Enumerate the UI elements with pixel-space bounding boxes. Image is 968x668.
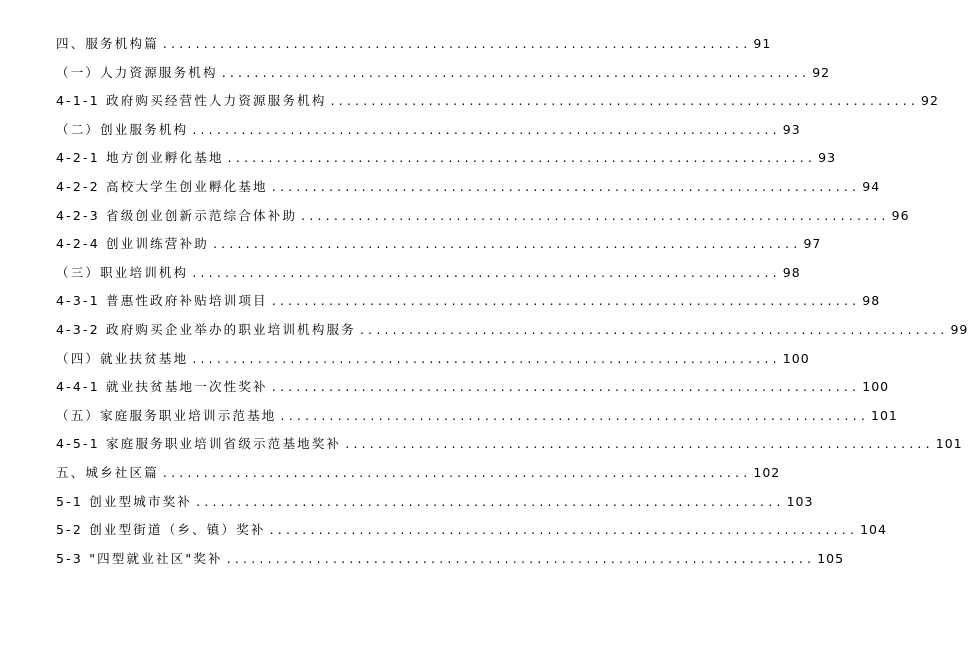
- toc-entry-page: 97: [803, 236, 822, 252]
- toc-entry-title: （二）创业服务机构: [56, 121, 189, 137]
- toc-entry[interactable]: [56, 349, 810, 378]
- toc-leader-dots: ........................................................................: [345, 436, 934, 452]
- toc-leader-dots: ........................................................................: [271, 379, 861, 395]
- toc-entry-page: 92: [921, 93, 939, 109]
- toc-entry-title: 4-1-1 政府购买经营性人力资源服务机构: [56, 93, 327, 109]
- toc-entry-page: 101: [871, 407, 898, 423]
- toc-leader-dots: ........................................................................: [226, 550, 816, 566]
- toc-leader-dots: ........................................................................: [212, 236, 802, 252]
- toc-entry-page: 102: [753, 464, 781, 480]
- toc-entry[interactable]: [56, 177, 881, 206]
- toc-entry-page: 92: [812, 64, 831, 80]
- toc-leader-dots: ........................................................................: [227, 150, 817, 166]
- toc-leader-dots: ........................................................................: [192, 264, 781, 280]
- toc-entry-page: 98: [782, 264, 801, 280]
- toc-entry[interactable]: [56, 120, 801, 149]
- toc-entry[interactable]: [56, 320, 968, 349]
- toc-entry-page: 104: [860, 522, 887, 538]
- toc-entry[interactable]: [56, 206, 910, 235]
- toc-leader-dots: ........................................................................: [271, 178, 861, 194]
- toc-leader-dots: ........................................................................: [162, 464, 752, 480]
- toc-entry-title: （一）人力资源服务机构: [56, 64, 218, 80]
- toc-leader-dots: ........................................................................: [196, 493, 785, 509]
- toc-entry-title: 五、城乡社区篇: [56, 464, 159, 480]
- toc-entry-title: （三）职业培训机构: [56, 264, 189, 280]
- toc-entry-title: 4-2-4 创业训练营补助: [56, 236, 209, 252]
- toc-entry-title: 5-3 "四型就业社区"奖补: [56, 550, 223, 566]
- toc-entry[interactable]: [56, 406, 898, 435]
- toc-entry-title: （四）就业扶贫基地: [56, 350, 189, 366]
- toc-entry-page: 99: [950, 321, 968, 337]
- toc-entry-page: 91: [753, 36, 772, 51]
- toc-entry-title: 4-3-1 普惠性政府补贴培训项目: [56, 293, 268, 309]
- toc-entry-title: 4-2-2 高校大学生创业孵化基地: [56, 178, 268, 194]
- toc-entry-title: 5-2 创业型街道（乡、镇）奖补: [56, 522, 266, 538]
- toc-entry-title: 4-4-1 就业扶贫基地一次性奖补: [56, 379, 268, 395]
- toc-entry[interactable]: [56, 91, 939, 120]
- table-of-contents: [56, 34, 968, 577]
- toc-leader-dots: ........................................................................: [269, 522, 859, 538]
- toc-entry[interactable]: [56, 492, 814, 521]
- toc-leader-dots: ........................................................................: [301, 207, 890, 223]
- toc-entry[interactable]: [56, 263, 801, 292]
- toc-leader-dots: ........................................................................: [271, 293, 861, 309]
- toc-entry-page: 94: [862, 178, 881, 194]
- toc-entry[interactable]: [56, 63, 831, 92]
- toc-entry[interactable]: [56, 549, 845, 578]
- toc-entry[interactable]: [56, 434, 963, 463]
- toc-leader-dots: ........................................................................: [192, 350, 781, 366]
- toc-entry-page: 100: [782, 350, 810, 366]
- toc-entry-page: 100: [862, 379, 890, 395]
- toc-entry-title: （五）家庭服务职业培训示范基地: [56, 407, 277, 423]
- toc-entry-page: 93: [782, 121, 801, 137]
- toc-entry-title: 4-2-1 地方创业孵化基地: [56, 150, 224, 166]
- toc-leader-dots: ........................................................................: [162, 36, 752, 51]
- toc-entry-page: 101: [935, 436, 963, 452]
- toc-leader-dots: ........................................................................: [359, 321, 949, 337]
- toc-entry[interactable]: [56, 520, 887, 549]
- toc-entry-page: 105: [817, 550, 845, 566]
- toc-entry[interactable]: [56, 291, 881, 320]
- toc-entry-page: 96: [891, 207, 910, 223]
- toc-leader-dots: ........................................................................: [280, 407, 869, 423]
- toc-entry-title: 4-2-3 省级创业创新示范综合体补助: [56, 207, 298, 223]
- toc-entry-title: 5-1 创业型城市奖补: [56, 493, 193, 509]
- toc-entry[interactable]: [56, 148, 837, 177]
- toc-entry[interactable]: [56, 234, 822, 263]
- toc-entry-title: 4-3-2 政府购买企业举办的职业培训机构服务: [56, 321, 356, 337]
- toc-entry-page: 103: [786, 493, 814, 509]
- toc-entry-title: 四、服务机构篇: [56, 36, 159, 51]
- toc-leader-dots: ........................................................................: [192, 121, 781, 137]
- toc-entry[interactable]: [56, 463, 781, 492]
- toc-leader-dots: ........................................................................: [330, 93, 920, 109]
- toc-entry-title: 4-5-1 家庭服务职业培训省级示范基地奖补: [56, 436, 342, 452]
- toc-entry[interactable]: [56, 377, 890, 406]
- toc-leader-dots: ........................................................................: [221, 64, 811, 80]
- toc-entry[interactable]: [56, 34, 772, 63]
- toc-entry-page: 93: [818, 150, 837, 166]
- toc-entry-page: 98: [862, 293, 881, 309]
